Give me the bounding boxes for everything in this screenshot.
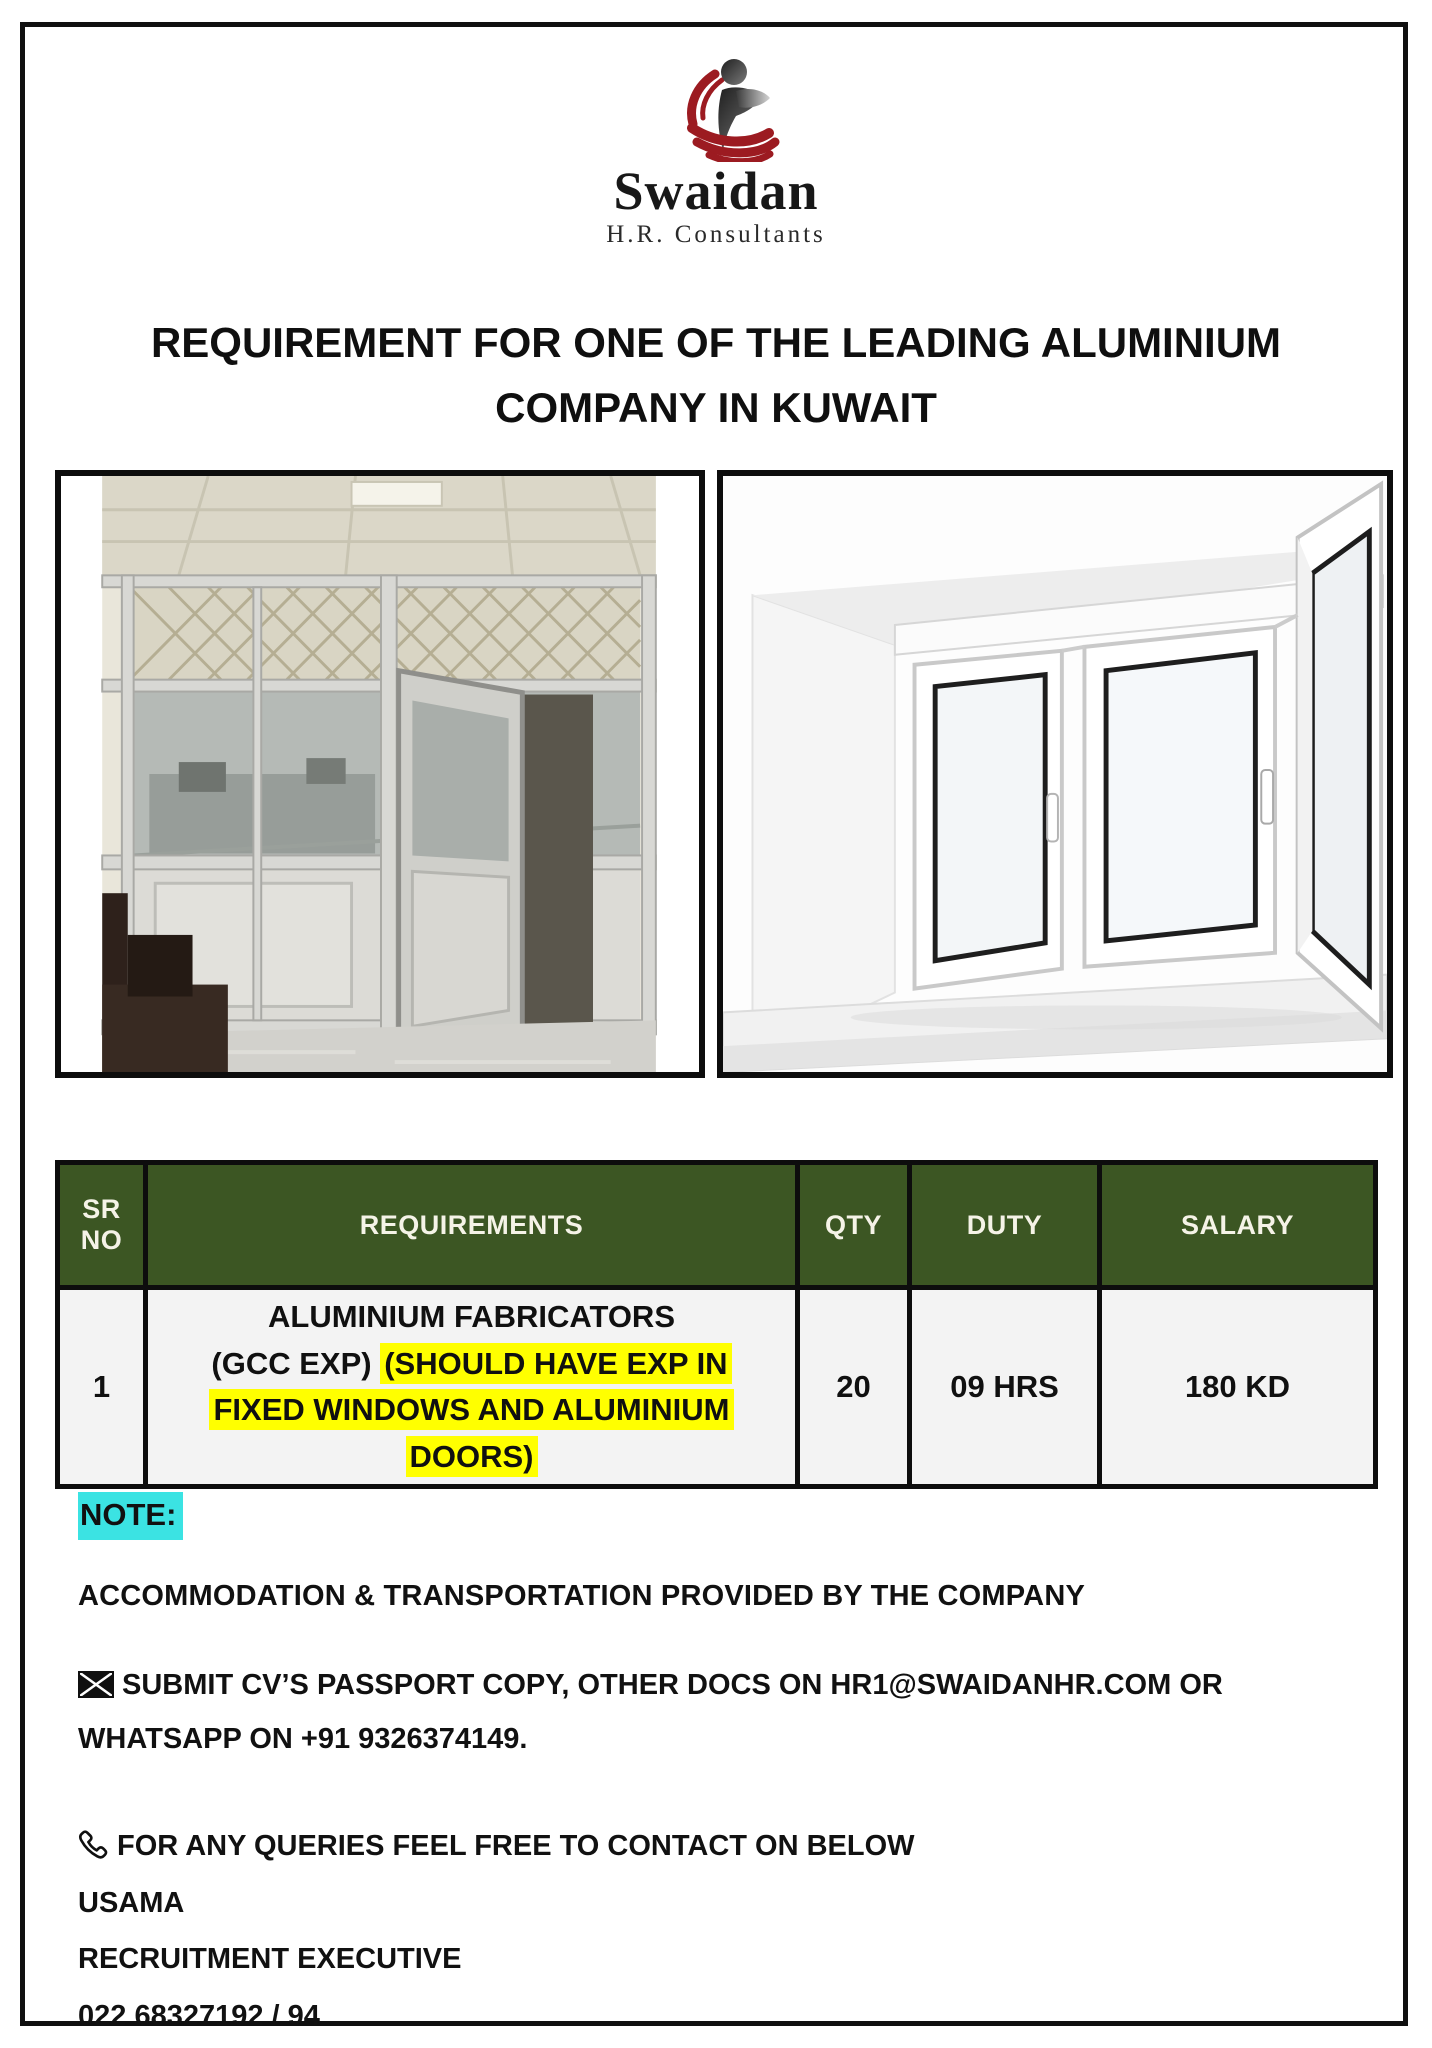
- logo-block: [0, 58, 1432, 249]
- cell-duty: 09 HRS: [910, 1288, 1100, 1487]
- header-sr-no: SR NO: [58, 1163, 146, 1288]
- table-header-row: [58, 1163, 1376, 1288]
- requirement-title: ALUMINIUM FABRICATORS: [268, 1299, 675, 1334]
- page-title-line2: COMPANY IN KUWAIT: [495, 384, 937, 432]
- queries-line: FOR ANY QUERIES FEEL FREE TO CONTACT ON BELOW: [117, 1830, 915, 1863]
- envelope-icon: [78, 1671, 114, 1698]
- contact-name: USAMA: [78, 1886, 185, 1919]
- aluminium-windows-photo: [717, 470, 1393, 1078]
- brand-tagline: H.R. Consultants: [606, 221, 826, 249]
- cell-requirements: [146, 1288, 798, 1487]
- submit-instructions: [78, 1659, 1358, 1766]
- header-requirements: REQUIREMENTS: [146, 1163, 798, 1288]
- submit-line1: SUBMIT CV’S PASSPORT COPY, OTHER DOCS ON HR1@SWAIDANHR.COM OR: [122, 1669, 1223, 1701]
- note-label: NOTE:: [78, 1492, 183, 1540]
- note-section: [78, 1492, 1358, 2044]
- submit-line2: WHATSAPP ON +91 9326374149.: [78, 1722, 528, 1755]
- phone-icon: [78, 1828, 109, 1859]
- cell-salary: 180 KD: [1100, 1288, 1376, 1487]
- page-title-line1: REQUIREMENT FOR ONE OF THE LEADING ALUMINIUM: [150, 319, 1282, 366]
- page-title: [66, 310, 1366, 440]
- brand-name: Swaidan: [613, 161, 819, 221]
- office-partition-photo: [55, 470, 705, 1078]
- swaidan-logo-icon: [670, 58, 790, 162]
- contact-phone: 022 68327192 / 94: [78, 1999, 320, 2032]
- table-row: [58, 1288, 1376, 1487]
- requirements-table: [55, 1160, 1378, 1489]
- requirement-prefix: (GCC EXP): [211, 1345, 381, 1381]
- requirement-highlighted-text: (SHOULD HAVE EXP IN FIXED WINDOWS AND ALUMINIUM DOORS): [209, 1343, 733, 1477]
- contact-role: RECRUITMENT EXECUTIVE: [78, 1943, 462, 1976]
- header-qty: QTY: [798, 1163, 910, 1288]
- header-salary: SALARY: [1100, 1163, 1376, 1288]
- cell-qty: 20: [798, 1288, 910, 1487]
- aluminium-windows-illustration: [723, 476, 1387, 1072]
- cell-sr-no: 1: [58, 1288, 146, 1487]
- accommodation-line: ACCOMMODATION & TRANSPORTATION PROVIDED BY THE COMPANY: [78, 1580, 1086, 1612]
- queries-block: [78, 1818, 1358, 2044]
- header-duty: DUTY: [910, 1163, 1100, 1288]
- office-partition-illustration: [61, 476, 699, 1072]
